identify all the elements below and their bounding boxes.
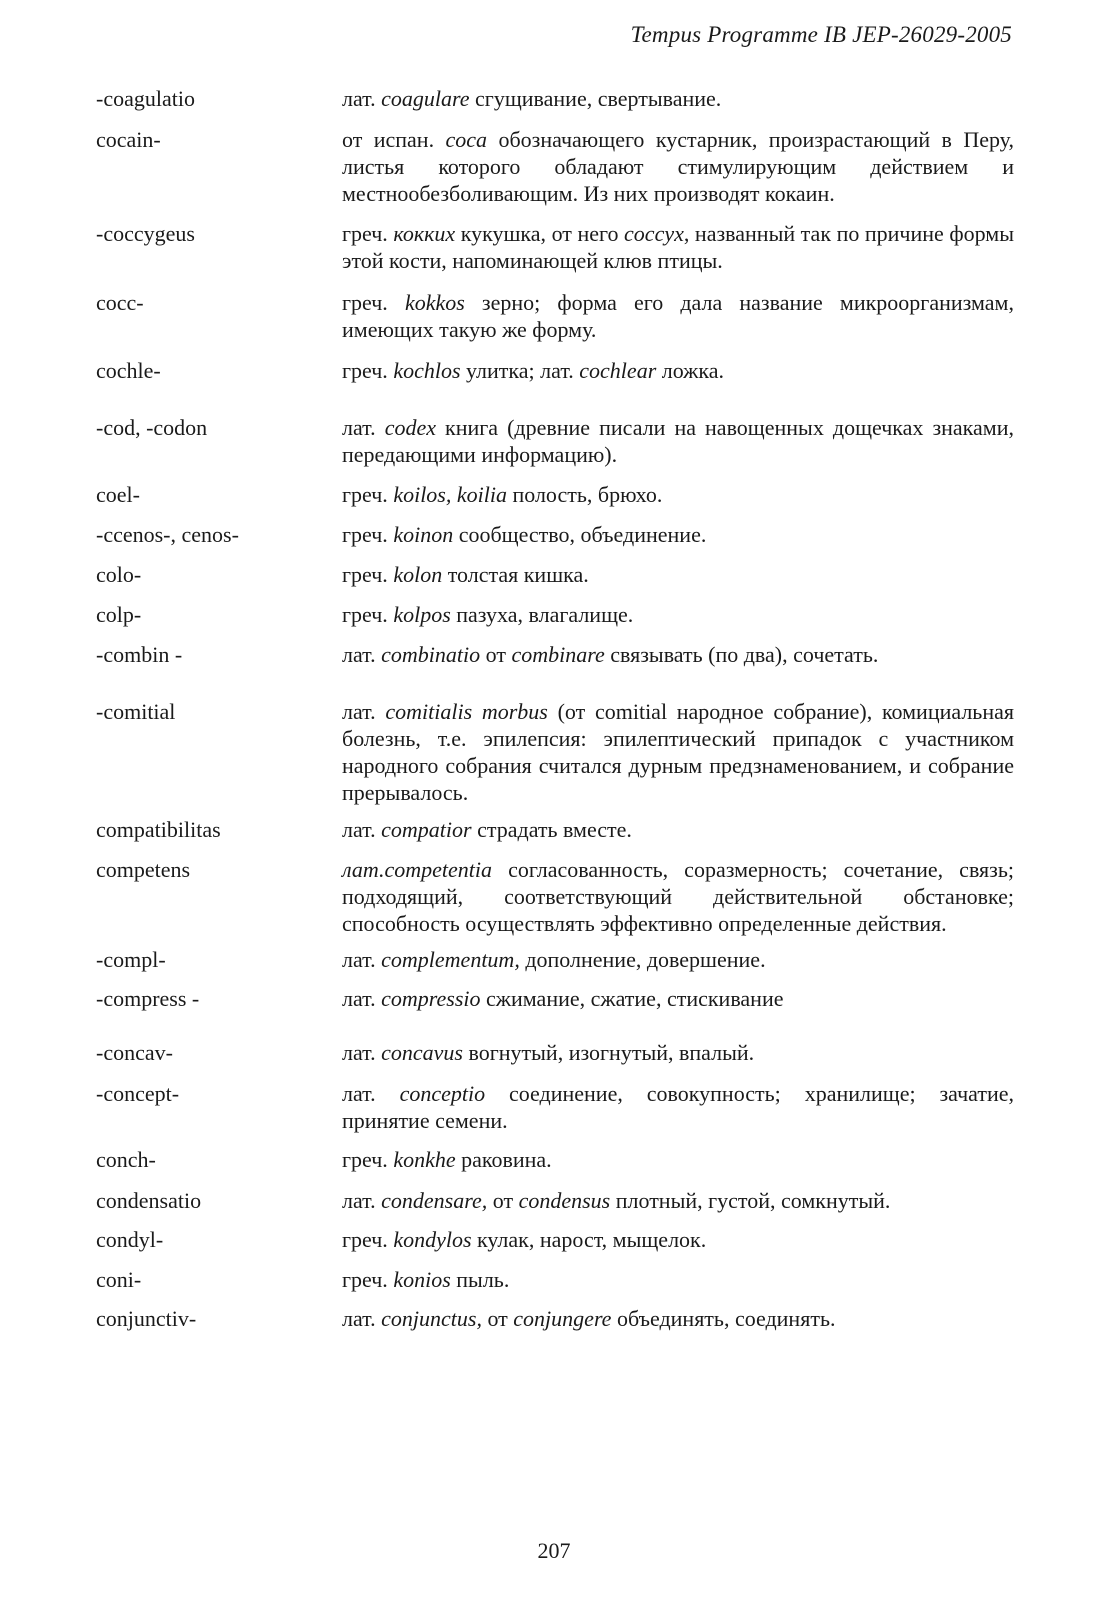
definition-segment: (от comitial народное собрание), комициальная болезнь, т.е. эпилепсия: эпилептический припадок с участником народного собрания считался дурным предзнаменованием, и собрание прерывалось. [342,699,1014,805]
definition-segment: греч. [342,602,394,627]
definition-italic-segment: conjunctus, [381,1306,482,1331]
definition-italic-segment: koinon [393,522,454,547]
glossary-entry [92,1187,1014,1214]
definition-segment: греч. [342,1227,394,1252]
definition-italic-segment: kochlos [393,358,461,383]
entry-definition [342,1266,1014,1293]
entry-term: cocain- [96,127,161,152]
glossary-entry [92,601,1014,628]
definition-segment: от [481,1306,514,1331]
glossary-entry [92,521,1014,548]
definition-segment: лат. [342,947,382,972]
glossary-entry [92,126,1014,207]
entry-term: -combin - [96,642,183,667]
definition-segment: сжимание, сжатие, стискивание [480,986,784,1011]
definition-segment: лат. [342,1081,400,1106]
definition-segment: от [487,1188,519,1213]
entry-definition [342,1226,1014,1253]
glossary-entry [92,816,1014,843]
entry-term: cocc- [96,290,144,315]
definition-segment: лат. [342,699,386,724]
definition-segment: греч. [342,221,394,246]
definition-italic-segment: conjungere [513,1306,612,1331]
definition-segment: греч. [342,290,405,315]
entry-definition [342,1080,1014,1134]
definition-italic-segment: compatior [381,817,472,842]
entry-definition [342,289,1014,343]
glossary-entry [92,1266,1014,1293]
entry-definition [342,1187,1014,1214]
definition-segment: страдать вместе. [471,817,632,842]
running-header: Tempus Programme IB JEP-26029-2005 [630,22,1012,47]
definition-italic-segment: coagulare [381,86,470,111]
glossary-entry [92,561,1014,588]
entry-term: coni- [96,1267,142,1292]
entry-term: -coccygeus [96,221,195,246]
definition-italic-segment: conceptio [399,1081,486,1106]
definition-segment: лат. [342,1306,382,1331]
page-number: 207 [537,1538,571,1563]
definition-segment: лат. [342,817,382,842]
entry-term: coel- [96,482,140,507]
definition-italic-segment: coca [445,127,488,152]
entry-definition [342,521,1014,548]
definition-segment: согласованность, соразмерность; сочетание, связь; подходящий, соответствующий действительной обстановке; способность осуществлять эффективно определенные действия. [342,857,1014,936]
definition-italic-segment: konkhe [393,1147,456,1172]
definition-segment: лат. [342,1188,382,1213]
entry-term: cochle- [96,358,161,383]
definition-italic-segment: kokkos [404,290,465,315]
glossary-entry [92,481,1014,508]
entry-definition [342,985,1014,1012]
entry-term: -concept- [96,1081,180,1106]
definition-segment: лат. [342,86,382,111]
glossary-entry [92,85,1014,112]
entry-definition [342,946,1014,973]
definition-segment: греч. [342,1147,394,1172]
definition-italic-segment: kolpos [393,602,451,627]
definition-segment: раковина. [455,1147,552,1172]
definition-segment: связывать (по два), сочетать. [604,642,879,667]
glossary-entry [92,1305,1014,1332]
definition-segment: от испан. [342,127,446,152]
entry-definition [342,357,1014,384]
definition-segment: лат. [342,986,382,1011]
definition-segment: пыль. [450,1267,510,1292]
entry-term: compatibilitas [96,817,221,842]
definition-italic-segment: complementum, [381,947,520,972]
definition-segment: соединение, совокупность; хранилище; зачатие, принятие семени. [342,1081,1014,1133]
definition-italic-segment: konios [393,1267,451,1292]
entry-term: -concav- [96,1040,173,1065]
glossary-entry [92,414,1014,468]
definition-italic-segment: comitialis morbus [385,699,548,724]
definition-segment: кулак, нарост, мыщелок. [471,1227,707,1252]
entry-definition [342,220,1014,274]
definition-segment: лат. [342,415,385,440]
definition-italic-segment: compressio [381,986,481,1011]
entry-definition [342,1305,1014,1332]
entry-term: -comitial [96,699,176,724]
glossary-entry [92,856,1014,937]
entry-definition [342,85,1014,112]
glossary-entry [92,220,1014,274]
entry-definition [342,816,1014,843]
glossary-entry [92,1146,1014,1173]
definition-segment: кукушка, от него [455,221,625,246]
definition-segment: плотный, густой, сомкнутый. [610,1188,891,1213]
glossary-entry [92,1080,1014,1134]
definition-segment: зерно; форма его дала название микроорганизмам, имеющих такую же форму. [342,290,1014,342]
entry-definition [342,126,1014,207]
entry-definition [342,856,1014,937]
entry-definition [342,601,1014,628]
glossary-entries [92,72,1014,1332]
definition-segment: пазуха, влагалище. [450,602,634,627]
definition-italic-segment: kondylos [393,1227,472,1252]
definition-segment: греч. [342,562,394,587]
definition-segment: дополнение, довершение. [519,947,766,972]
glossary-entry [92,698,1014,806]
definition-italic-segment: coccyx [624,221,684,246]
entry-term: -compl- [96,947,166,972]
entry-term: conjunctiv- [96,1306,197,1331]
definition-segment: вогнутый, изогнутый, впалый. [463,1040,755,1065]
entry-definition [342,561,1014,588]
definition-segment: лат. [342,1040,382,1065]
definition-segment: обозначающего кустарник, произрастающий в Перу, листья которого обладают стимулирующим действием и местнообезболивающим. Из них производят кокаин. [342,127,1014,206]
definition-italic-segment: condensus [518,1188,611,1213]
definition-segment: улитка; лат. [460,358,580,383]
definition-italic-segment: combinare [511,642,605,667]
definition-segment: книга (древние писали на навощенных дощечках знаками, передающими информацию). [342,415,1014,467]
definition-segment: лат. [342,642,382,667]
entry-term: -cod, -codon [96,415,208,440]
glossary-entry [92,357,1014,384]
definition-segment: греч. [342,482,394,507]
definition-italic-segment: combinatio [381,642,481,667]
definition-italic-segment: codex [384,415,436,440]
definition-segment: греч. [342,358,394,383]
entry-definition [342,1039,1014,1066]
definition-italic-segment: cochlear [579,358,657,383]
entry-term: -coagulatio [96,86,195,111]
definition-segment: сообщество, объединение. [453,522,707,547]
entry-term: -compress - [96,986,200,1011]
definition-segment: объединять, соединять. [611,1306,836,1331]
entry-term: condyl- [96,1227,164,1252]
glossary-entry [92,1039,1014,1066]
definition-segment: от [480,642,512,667]
definition-segment: греч. [342,522,394,547]
entry-definition [342,1146,1014,1173]
entry-term: colo- [96,562,142,587]
definition-segment: толстая кишка. [442,562,589,587]
definition-segment: ложка. [656,358,725,383]
glossary-entry [92,1226,1014,1253]
entry-term: conch- [96,1147,156,1172]
glossary-entry [92,641,1014,668]
entry-definition [342,698,1014,806]
definition-italic-segment: лат.competentia [342,857,493,882]
definition-segment: сгущивание, свертывание. [469,86,722,111]
entry-definition [342,414,1014,468]
glossary-entry [92,946,1014,973]
definition-italic-segment: concavus [381,1040,463,1065]
entry-definition [342,641,1014,668]
definition-segment: греч. [342,1267,394,1292]
definition-segment: , названный так по причине формы этой кости, напоминающей клюв птицы. [342,221,1014,273]
definition-italic-segment: condensare, [381,1188,488,1213]
glossary-entry [92,289,1014,343]
definition-italic-segment: koilos, koilia [393,482,507,507]
entry-term: -ccenos-, cenos- [96,522,239,547]
entry-definition [342,481,1014,508]
entry-term: colp- [96,602,142,627]
definition-italic-segment: kolon [393,562,443,587]
entry-term: condensatio [96,1188,202,1213]
glossary-entry [92,985,1014,1012]
definition-italic-segment: коккuх [393,221,456,246]
definition-segment: полость, брюхо. [506,482,663,507]
entry-term: competens [96,857,191,882]
